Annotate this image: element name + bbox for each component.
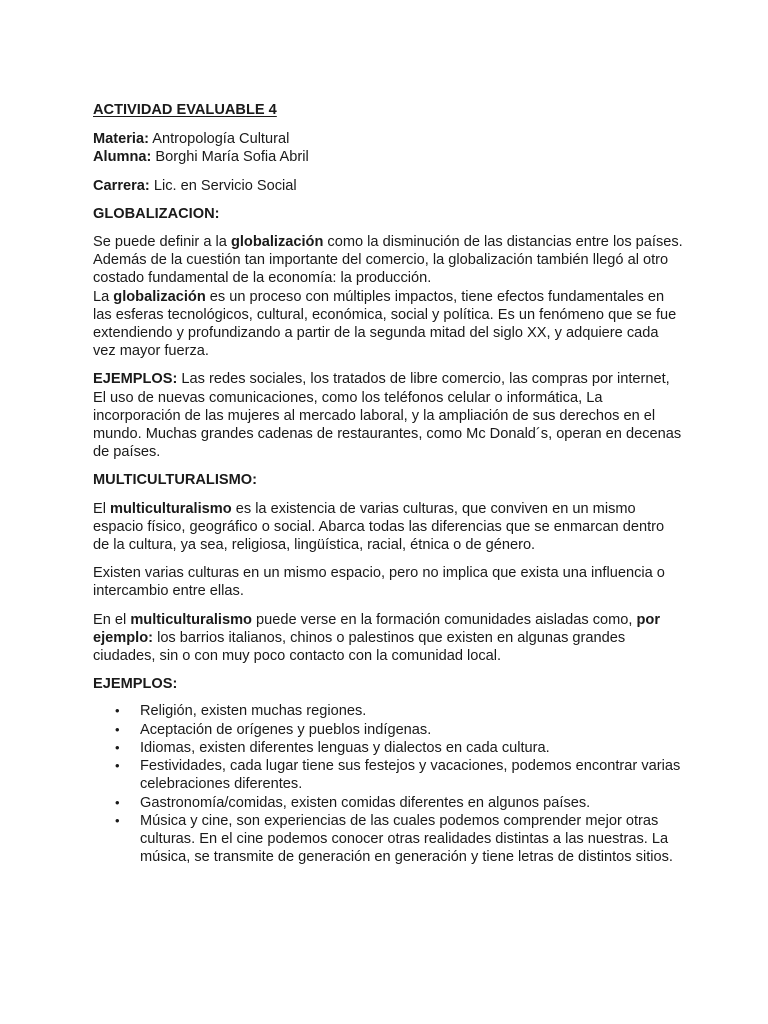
- bullet-icon: •: [115, 812, 120, 828]
- multiculturalismo-p3: [93, 611, 683, 666]
- list-item: [93, 702, 683, 720]
- bullet-icon: •: [115, 703, 120, 719]
- globalizacion-p1-start: Se puede definir a la: [93, 234, 231, 251]
- multiculturalismo-p3-start: En el: [93, 611, 131, 628]
- multiculturalismo-examples-heading: EJEMPLOS:: [93, 676, 178, 693]
- multiculturalismo-p1: [93, 500, 683, 555]
- multiculturalismo-p1-start: El: [93, 500, 111, 517]
- globalizacion-p2-end: es un proceso con múltiples impactos, tiene efectos fundamentales en las esferas tecnológicos, cultural, económica, social y política. Es un fenómeno que se fue extendiendo y profundizando a partir de la segunda mitad del siglo XX, y adquiere cada vez mayor fuerza.: [93, 288, 677, 360]
- multiculturalismo-p3-term: multiculturalismo: [130, 611, 252, 628]
- career-line: [93, 177, 683, 195]
- list-item-text: Gastronomía/comidas, existen comidas diferentes en algunos países.: [140, 794, 591, 811]
- student-info: [93, 130, 683, 166]
- globalizacion-p2-start: La: [93, 288, 114, 305]
- examples-list: [93, 702, 683, 866]
- globalizacion-examples-label: EJEMPLOS:: [93, 371, 178, 388]
- multiculturalismo-p1-term: multiculturalismo: [110, 500, 232, 517]
- list-item: [93, 757, 683, 793]
- globalizacion-heading: GLOBALIZACION:: [93, 205, 220, 222]
- list-item: [93, 739, 683, 757]
- bullet-icon: •: [115, 739, 120, 755]
- bullet-icon: •: [115, 721, 120, 737]
- document-page: [93, 101, 683, 866]
- list-item: [93, 721, 683, 739]
- globalizacion-p1-term: globalización: [230, 234, 324, 251]
- list-item-text: Música y cine, son experiencias de las cuales podemos comprender mejor otras culturas. En el cine podemos conocer otras realidades distintas a las nuestras. La música, se transmite de generación en generación y tiene letras de distintos sitios.: [140, 812, 673, 866]
- multiculturalismo-heading: MULTICULTURALISMO:: [93, 472, 258, 489]
- multiculturalismo-p2: Existen varias culturas en un mismo espacio, pero no implica que exista una influencia o intercambio entre ellas.: [93, 565, 665, 600]
- subject-value: Antropología Cultural: [148, 131, 290, 148]
- multiculturalismo-p3-middle: puede verse en la formación comunidades aisladas como,: [251, 611, 637, 628]
- list-item-text: Festividades, cada lugar tiene sus festejos y vacaciones, podemos encontrar varias celebraciones diferentes.: [140, 758, 681, 793]
- globalizacion-paragraphs: [93, 233, 683, 360]
- list-item: [93, 812, 683, 867]
- multiculturalismo-p1-end: es la existencia de varias culturas, que conviven en un mismo espacio físico, geográfico o social. Abarca todas las diferencias que se enmarcan dentro de la cultura, ya sea, religiosa, lingüística, racial, étnica o de género.: [93, 500, 665, 554]
- document-title: ACTIVIDAD EVALUABLE 4: [93, 102, 277, 118]
- list-item: [93, 794, 683, 812]
- bullet-icon: •: [115, 794, 120, 810]
- globalizacion-p2-term: globalización: [113, 288, 206, 305]
- globalizacion-p1-end: como la disminución de las distancias entre los países. Además de la cuestión tan importante del comercio, la globalización también llegó al otro costado fundamental de la economía: la producción.: [93, 234, 683, 287]
- subject-line: [93, 130, 683, 148]
- list-item-text: Aceptación de orígenes y pueblos indígenas.: [140, 721, 432, 738]
- student-line: [93, 148, 683, 166]
- student-label: Alumna:: [93, 149, 152, 166]
- globalizacion-examples-text: Las redes sociales, los tratados de libre comercio, las compras por internet, El uso de nuevas comunicaciones, como los teléfonos celular o informática, La incorporación de las mujeres al mercado laboral, y la ampliación de sus derechos en el mundo. Muchas grandes cadenas de restaurantes, como Mc Donald´s, operan en decenas de países.: [93, 371, 682, 461]
- list-item-text: Idiomas, existen diferentes lenguas y dialectos en cada cultura.: [140, 739, 550, 756]
- student-value: Borghi María Sofia Abril: [151, 149, 309, 166]
- multiculturalismo-p3-example-label: por ejemplo:: [93, 611, 661, 646]
- bullet-icon: •: [115, 758, 120, 774]
- subject-label: Materia:: [93, 131, 149, 148]
- career-label: Carrera:: [93, 177, 150, 194]
- career-value: Lic. en Servicio Social: [149, 177, 297, 194]
- list-item-text: Religión, existen muchas regiones.: [140, 703, 367, 720]
- multiculturalismo-p3-end: los barrios italianos, chinos o palestinos que existen en algunas grandes ciudades, sin o con muy poco contacto con la comunidad local.: [93, 629, 626, 665]
- globalizacion-examples: [93, 370, 683, 461]
